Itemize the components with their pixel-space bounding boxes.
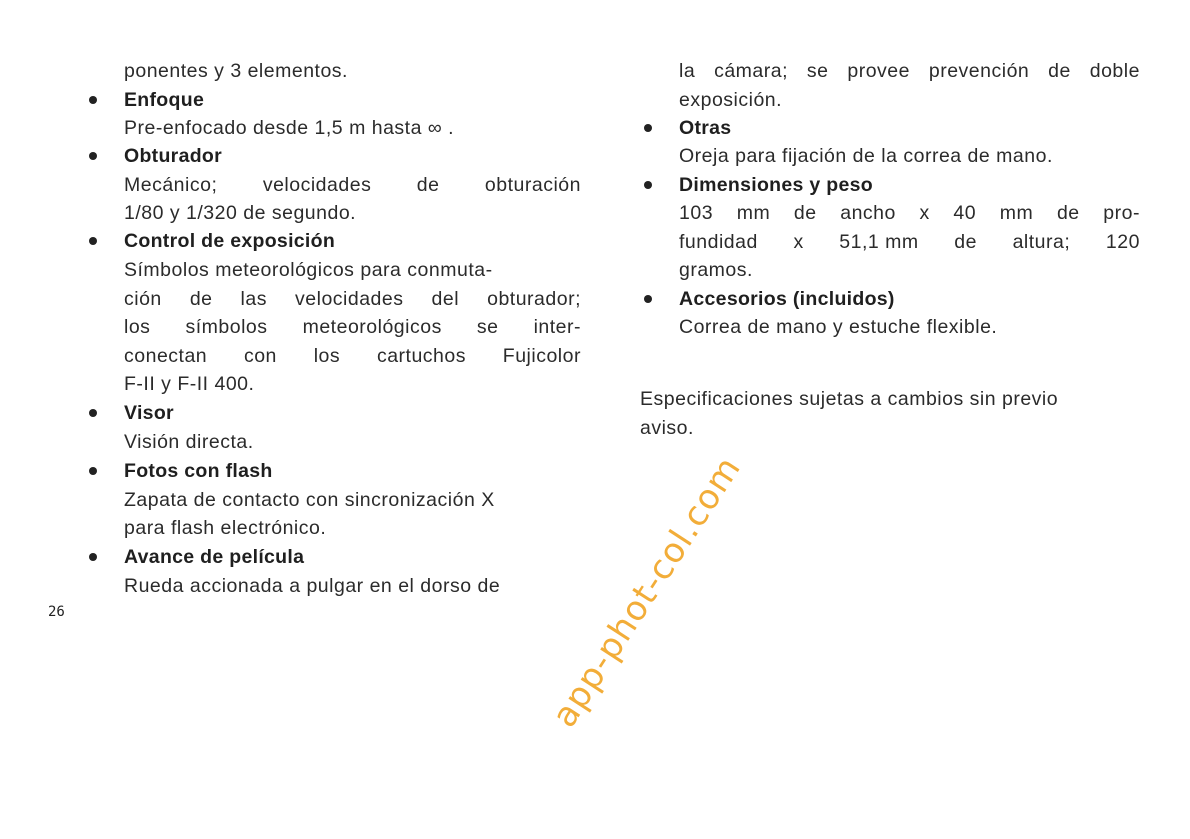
word: Fujicolor [502, 345, 581, 367]
word: obturador; [487, 288, 581, 310]
word: ancho [840, 202, 896, 224]
word: altura; [1012, 231, 1071, 253]
word: meteorológicos [302, 316, 442, 338]
word: provee [847, 60, 910, 82]
avance-text-line-1: Rueda accionada a pulgar en el dorso de [124, 575, 501, 597]
bullet-icon [89, 96, 97, 104]
word: símbolos [185, 316, 268, 338]
bullet-icon [644, 124, 652, 132]
word: prevención [928, 60, 1030, 82]
word: pro- [1103, 202, 1140, 224]
section-heading-obturador: Obturador [124, 145, 223, 167]
word: 103 [679, 202, 714, 224]
page-number: 26 [48, 604, 65, 620]
word: de [1048, 60, 1071, 82]
word: inter- [533, 316, 581, 338]
word: x [793, 231, 804, 253]
word: Mecánico; [124, 174, 218, 196]
obturador-text-line-2: 1/80 y 1/320 de segundo. [124, 202, 357, 224]
word: 40 [953, 202, 977, 224]
word: de [1056, 202, 1080, 224]
control-text-line-1: Símbolos meteorológicos para conmuta- [124, 259, 493, 281]
word: los [313, 345, 341, 367]
section-heading-otras: Otras [679, 117, 732, 139]
dimensiones-text-line-3: gramos. [679, 259, 753, 281]
flash-text-line-1: Zapata de contacto con sincronización X [124, 489, 495, 511]
word: los [124, 316, 151, 338]
bullet-icon [89, 409, 97, 417]
word: obturación [484, 174, 581, 196]
bullet-icon [644, 181, 652, 189]
word: conectan [124, 345, 208, 367]
bullet-icon [89, 467, 97, 475]
visor-text: Visión directa. [124, 431, 254, 453]
bullet-icon [89, 237, 97, 245]
word: se [806, 60, 829, 82]
word: doble [1089, 60, 1140, 82]
word: x [919, 202, 930, 224]
word: las [240, 288, 267, 310]
word: con [243, 345, 277, 367]
word: se [476, 316, 499, 338]
specs-notice-line-2: aviso. [640, 417, 694, 439]
bullet-icon [89, 152, 97, 160]
otras-text: Oreja para fijación de la correa de mano. [679, 145, 1053, 167]
word: de [189, 288, 213, 310]
bullet-icon [89, 553, 97, 561]
word: fundidad [679, 231, 758, 253]
word: ción [124, 288, 162, 310]
word: mm [736, 202, 771, 224]
word: de [954, 231, 977, 253]
word: mm [999, 202, 1034, 224]
obturador-text-line-1 [124, 171, 581, 199]
word: 120 [1105, 231, 1140, 253]
control-text-line-2 [124, 285, 581, 313]
section-heading-accesorios: Accesorios (incluidos) [679, 288, 895, 310]
bullet-icon [644, 295, 652, 303]
watermark: app-phot-col.com [544, 449, 750, 735]
specs-notice-line-1: Especificaciones sujetas a cambios sin previo [640, 388, 1059, 410]
section-heading-dimensiones: Dimensiones y peso [679, 174, 873, 196]
section-heading-control: Control de exposición [124, 230, 336, 252]
enfoque-text: Pre-enfocado desde 1,5 m hasta ∞ . [124, 117, 455, 139]
section-heading-avance: Avance de película [124, 546, 305, 568]
word: la [679, 60, 696, 82]
control-text-line-3 [124, 313, 581, 341]
word: cámara; [714, 60, 789, 82]
section-heading-flash: Fotos con flash [124, 460, 273, 482]
word: velocidades [295, 288, 404, 310]
section-heading-enfoque: Enfoque [124, 89, 205, 111]
word: cartuchos [376, 345, 466, 367]
word: de [416, 174, 440, 196]
continuation-text-line-2: exposición. [679, 89, 783, 111]
control-text-line-4 [124, 342, 581, 370]
word: 51,1 mm [839, 231, 919, 253]
control-text-line-5: F-II y F-II 400. [124, 373, 255, 395]
flash-text-line-2: para flash electrónico. [124, 517, 327, 539]
word: de [793, 202, 817, 224]
word: del [431, 288, 460, 310]
dimensiones-text-line-2 [679, 228, 1140, 256]
accesorios-text: Correa de mano y estuche flexible. [679, 316, 998, 338]
section-heading-visor: Visor [124, 402, 174, 424]
continuation-text-line-1 [679, 57, 1140, 85]
continuation-text: ponentes y 3 elementos. [124, 60, 348, 82]
word: velocidades [262, 174, 372, 196]
dimensiones-text-line-1 [679, 199, 1140, 227]
